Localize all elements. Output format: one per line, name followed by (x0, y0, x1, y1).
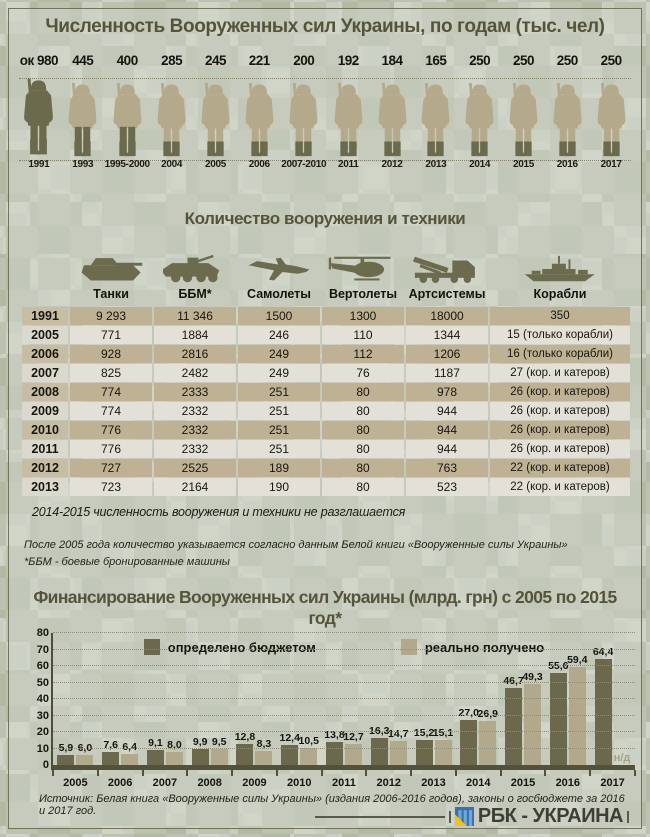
bar-received (432, 727, 454, 765)
personnel-figure (545, 73, 589, 157)
equipment-table (22, 307, 628, 497)
finance-x-label: 2013 (421, 777, 446, 789)
finance-x-label: 2007 (152, 777, 178, 789)
x-axis-line (53, 765, 635, 770)
personnel-item (326, 53, 370, 189)
table-row (22, 402, 630, 420)
row-value: 80 (322, 402, 404, 420)
personnel-item (150, 53, 194, 189)
soldier-icon (109, 82, 146, 157)
rbc-ukraine-icon (455, 807, 474, 826)
soldier-icon (330, 82, 367, 157)
finance-x-label: 2006 (107, 777, 133, 789)
finance-legend (53, 639, 635, 655)
finance-chart (23, 617, 639, 787)
y-tick-label: 40 (36, 693, 49, 705)
artillery-icon (413, 253, 481, 283)
row-value: 1300 (322, 307, 404, 325)
apc-icon (163, 254, 226, 283)
row-value: 776 (70, 440, 152, 458)
helicopter-icon (327, 254, 400, 283)
row-value: 727 (70, 459, 152, 477)
row-value: 251 (238, 440, 320, 458)
personnel-item (194, 53, 238, 189)
bar-value-label: 8,0 (167, 738, 182, 751)
row-value: 26 (кор. и катеров) (490, 402, 630, 420)
personnel-figure (370, 73, 414, 157)
soldier-icon (64, 82, 101, 157)
bar-value-label: 6,4 (122, 741, 137, 754)
legend-label-received: реально получено (424, 639, 545, 655)
personnel-year: 2006 (248, 159, 270, 170)
row-year: 1991 (22, 307, 68, 325)
personnel-item (589, 53, 633, 189)
bar-value-label: 5,9 (58, 742, 74, 755)
personnel-value: 250 (469, 53, 491, 68)
bar-value-label: 13,8 (324, 729, 345, 742)
finance-x-label: 2011 (332, 777, 356, 789)
personnel-value: 192 (337, 53, 359, 68)
bar-budget (369, 725, 390, 765)
finance-x-label: 2010 (286, 777, 312, 789)
row-value: 2816 (154, 345, 236, 363)
y-tick-label: 80 (36, 627, 49, 639)
equipment-icon-cell (406, 237, 488, 283)
bar-value-label: 15,1 (432, 727, 454, 740)
personnel-item (281, 53, 326, 189)
equipment-icon-cell (238, 237, 320, 283)
y-tick-label: 70 (36, 643, 49, 656)
finance-x-label: 2008 (197, 777, 222, 789)
bar-budget (324, 729, 345, 765)
table-row (22, 364, 630, 382)
footnote-bbm: *ББМ - боевые бронированные машины (24, 556, 230, 568)
table-row (22, 478, 630, 496)
personnel-item (61, 53, 105, 189)
finance-x-labels (53, 777, 635, 789)
bar-budget (548, 660, 569, 765)
soldier-icon (505, 82, 542, 157)
row-value: 523 (406, 478, 488, 496)
row-value: 246 (238, 326, 320, 344)
gridline (53, 682, 635, 683)
personnel-year: 2015 (512, 159, 534, 170)
soldier-icon (153, 82, 190, 157)
bar-budget (192, 735, 209, 765)
row-value: 763 (406, 459, 488, 477)
personnel-value: 245 (204, 53, 226, 68)
gridline (53, 632, 635, 633)
soldier-icon (461, 82, 498, 157)
personnel-value: 165 (425, 53, 447, 68)
row-value: 251 (238, 383, 320, 401)
bar-received (211, 736, 228, 765)
table-row (22, 421, 630, 439)
row-year: 2009 (22, 402, 68, 420)
logo-rule-cap-left (449, 811, 451, 823)
personnel-title: Численность Вооруженных сил Украины, по годам (тыс. чел) (45, 16, 605, 37)
equipment-icons-row (22, 237, 630, 283)
row-value: 76 (322, 364, 404, 382)
row-value: 251 (238, 402, 320, 420)
row-year: 2012 (22, 459, 68, 477)
table-row (22, 383, 630, 401)
finance-plot (36, 627, 635, 771)
bar-received (477, 707, 498, 765)
row-value: 26 (кор. и катеров) (490, 383, 630, 401)
bar-value-label: 59,4 (567, 654, 588, 666)
equipment-column-header: Самолеты (247, 287, 311, 301)
table-row (22, 440, 630, 458)
row-value: 2164 (154, 478, 236, 496)
bar-value-label: 12,7 (343, 731, 364, 744)
row-value: 2332 (154, 440, 236, 458)
bar-received (166, 738, 183, 765)
gridline (53, 649, 635, 650)
footnote-source: После 2005 года количество указывается согласно данным Белой книги «Вооруженные силы Украины» (24, 539, 568, 551)
soldier-icon (241, 82, 278, 157)
row-value: 249 (238, 364, 320, 382)
x-axis-tick (276, 770, 278, 776)
y-tick-label: 0 (42, 759, 49, 771)
row-year: 2006 (22, 345, 68, 363)
personnel-year: 1993 (72, 159, 94, 170)
personnel-figure (105, 73, 150, 157)
personnel-year: 2007-2010 (281, 159, 327, 170)
personnel-item (105, 53, 150, 189)
row-value: 825 (70, 364, 152, 382)
row-value: 1500 (238, 307, 320, 325)
equipment-icon-cell (70, 237, 152, 283)
bar-received (388, 727, 409, 765)
equipment-header-row (22, 287, 630, 301)
soldier-icon (417, 82, 454, 157)
bar-received (255, 738, 272, 765)
bar-value-label: 64,4 (592, 645, 614, 658)
personnel-value: 445 (72, 53, 94, 68)
jet-icon (247, 256, 311, 283)
bar-value-label: 27,0 (458, 707, 479, 720)
gridline (53, 731, 635, 732)
x-axis-tick (97, 770, 99, 776)
bar-value-label: 46,7 (503, 674, 524, 687)
equipment-section (22, 209, 628, 569)
x-axis-tick (410, 770, 412, 776)
x-axis-tick (186, 770, 188, 776)
equipment-title: Количество вооружения и техники (184, 209, 466, 228)
personnel-value: ок 980 (19, 53, 59, 68)
bar-value-label: 8,3 (256, 738, 272, 751)
y-tick-label: 30 (36, 709, 49, 722)
personnel-year: 1995-2000 (104, 159, 150, 170)
soldier-icon (549, 82, 586, 157)
equipment-icon-cell (490, 237, 630, 283)
source-note: Источник: Белая книга «Вооруженные силы Украины» (издания 2006-2016 годов), законы о госбюджете за 2016 и 2017 год. (39, 793, 625, 817)
x-axis-tick (52, 770, 54, 776)
row-year: 2010 (22, 421, 68, 439)
x-axis-tick (142, 770, 144, 776)
equipment-icon-cell (322, 237, 404, 283)
table-row (22, 307, 630, 325)
bar-value-label: 49,3 (522, 670, 543, 683)
bar-value-label: 6,0 (77, 742, 93, 755)
legend-swatch-received (401, 639, 417, 655)
row-value: 80 (322, 440, 404, 458)
row-value: 15 (только корабли) (490, 326, 630, 344)
row-value: 80 (322, 478, 404, 496)
personnel-year: 2011 (337, 159, 359, 170)
bar-value-label: 7,6 (103, 739, 118, 752)
bar-budget (57, 742, 74, 765)
bar-received (298, 734, 319, 765)
row-value: 251 (238, 421, 320, 439)
row-year: 2007 (22, 364, 68, 382)
gridline (53, 715, 635, 716)
table-row (22, 459, 630, 477)
row-value: 22 (кор. и катеров) (490, 478, 630, 496)
row-value: 80 (322, 421, 404, 439)
bar-value-label: 26,9 (477, 707, 498, 720)
row-year: 2011 (22, 440, 68, 458)
row-value: 350 (490, 307, 630, 325)
row-value: 189 (238, 459, 320, 477)
row-year: 2008 (22, 383, 68, 401)
soldier-icon (197, 82, 234, 157)
personnel-item (545, 53, 589, 189)
x-axis-tick (634, 770, 636, 776)
personnel-item (414, 53, 458, 189)
finance-title: Финансирование Вооруженных сил Украины (млрд. грн) с 2005 по 2015 год* (33, 587, 617, 628)
personnel-columns (17, 53, 633, 189)
personnel-year: 2004 (161, 159, 183, 170)
bar-value-label: 10,5 (298, 734, 319, 747)
equipment-column-header: ББМ* (178, 287, 212, 301)
bar-value-label: 16,3 (369, 725, 390, 738)
finance-x-label: 2017 (600, 777, 625, 789)
personnel-figure (150, 73, 194, 157)
row-value: 16 (только корабли) (490, 345, 630, 363)
row-value: 2332 (154, 402, 236, 420)
finance-x-label: 2012 (376, 777, 401, 789)
brand-name: РБК - УКРАИНА (477, 805, 623, 827)
row-value: 249 (238, 345, 320, 363)
table-row (22, 345, 630, 363)
personnel-year: 1991 (28, 159, 50, 170)
personnel-item (458, 53, 502, 189)
y-tick-label: 10 (36, 742, 49, 755)
row-value: 771 (70, 326, 152, 344)
personnel-year: 2016 (556, 159, 578, 170)
legend-item-budget (144, 639, 316, 655)
row-value: 112 (322, 345, 404, 363)
row-value: 1884 (154, 326, 236, 344)
bar-budget (458, 707, 479, 765)
soldier-icon (20, 76, 57, 157)
bar-value-label: 9,9 (192, 735, 208, 748)
finance-section (17, 587, 633, 830)
logo-rule-line (315, 816, 445, 818)
gridline (53, 665, 635, 666)
row-value: 944 (406, 421, 488, 439)
bar-value-label: 15,2 (413, 726, 435, 739)
personnel-figure (17, 73, 61, 157)
bar-value-label: 9,1 (148, 737, 163, 749)
personnel-figure (502, 73, 546, 157)
row-value: 774 (70, 383, 152, 401)
bar-value-label: 9,5 (211, 736, 227, 749)
row-year: 2013 (22, 478, 68, 496)
personnel-value: 285 (161, 53, 183, 68)
row-value: 80 (322, 459, 404, 477)
tank-icon (79, 256, 143, 283)
row-value: 944 (406, 402, 488, 420)
row-value: 26 (кор. и катеров) (490, 440, 630, 458)
personnel-pictograph (17, 53, 633, 189)
personnel-item (237, 53, 281, 189)
legend-label-budget: определено бюджетом (167, 639, 316, 655)
x-axis-tick (365, 770, 367, 776)
bar-received (121, 741, 138, 765)
bar-budget (413, 726, 435, 765)
row-value: 110 (322, 326, 404, 344)
soldier-icon (593, 82, 630, 157)
finance-x-label: 2014 (466, 777, 491, 789)
row-value: 978 (406, 383, 488, 401)
personnel-value: 184 (381, 53, 403, 68)
personnel-value: 200 (293, 53, 315, 68)
personnel-figure (326, 73, 370, 157)
personnel-figure (589, 73, 633, 157)
row-year: 2005 (22, 326, 68, 344)
infographic-frame (8, 8, 642, 829)
personnel-figure (194, 73, 238, 157)
personnel-year: 2012 (381, 159, 403, 170)
personnel-figure (281, 73, 326, 157)
row-value: 2482 (154, 364, 236, 382)
personnel-year: 2014 (469, 159, 491, 170)
personnel-year: 2017 (600, 159, 622, 170)
personnel-year: 2013 (425, 159, 447, 170)
equipment-icon-cell (154, 237, 236, 283)
x-axis-tick (455, 770, 457, 776)
bar-budget (592, 645, 614, 765)
row-value: 776 (70, 421, 152, 439)
row-value: 774 (70, 402, 152, 420)
equipment-header-spacer (22, 287, 68, 301)
personnel-figure (458, 73, 502, 157)
personnel-figure (237, 73, 281, 157)
bar-received (522, 670, 543, 765)
personnel-value: 250 (556, 53, 578, 68)
table-row (22, 326, 630, 344)
row-value: 11 346 (154, 307, 236, 325)
equipment-column-header: Артсистемы (408, 287, 486, 301)
row-value: 190 (238, 478, 320, 496)
gridline (53, 698, 635, 699)
finance-x-label: 2005 (63, 777, 88, 789)
finance-x-label: 2016 (555, 777, 581, 789)
row-value: 2332 (154, 421, 236, 439)
row-value: 2525 (154, 459, 236, 477)
finance-x-label: 2009 (242, 777, 267, 789)
legend-item-received (401, 639, 544, 655)
equipment-column-header: Вертолеты (328, 287, 398, 301)
bar-received (76, 742, 93, 765)
personnel-item (370, 53, 414, 189)
row-value: 944 (406, 440, 488, 458)
row-value: 1206 (406, 345, 488, 363)
x-axis-tick (500, 770, 502, 776)
gridline (53, 748, 635, 749)
row-value: 26 (кор. и катеров) (490, 421, 630, 439)
y-tick-label: 20 (36, 726, 49, 738)
equipment-column-header: Корабли (533, 287, 587, 301)
equipment-column-header: Танки (93, 287, 129, 301)
bar-value-label: 55,6 (548, 660, 569, 673)
ship-icon (523, 255, 597, 283)
brand-logo (315, 805, 629, 828)
note-undisclosed: 2014-2015 численность вооружения и техники не разглашается (32, 505, 406, 519)
personnel-figure (414, 73, 458, 157)
row-value: 18000 (406, 307, 488, 325)
legend-swatch-budget (144, 639, 160, 655)
x-axis-tick (321, 770, 323, 776)
personnel-item (502, 53, 546, 189)
bar-value-label: 12,8 (234, 730, 256, 743)
row-value: 22 (кор. и катеров) (490, 459, 630, 477)
bar-budget (147, 737, 164, 765)
personnel-value: 221 (248, 53, 270, 68)
row-value: 1344 (406, 326, 488, 344)
equipment-icons-spacer (22, 237, 68, 283)
personnel-year: 2005 (204, 159, 226, 170)
soldier-icon (374, 82, 411, 157)
personnel-figure (61, 73, 105, 157)
finance-x-label: 2015 (510, 777, 536, 789)
row-value: 27 (кор. и катеров) (490, 364, 630, 382)
row-value: 723 (70, 478, 152, 496)
y-tick-label: 60 (36, 660, 49, 672)
personnel-value: 250 (600, 53, 622, 68)
bar-value-label: 12,4 (279, 731, 300, 744)
bar-value-label: 14,7 (388, 727, 409, 740)
x-axis-tick (589, 770, 591, 776)
row-value: 9 293 (70, 307, 152, 325)
personnel-item (17, 53, 61, 189)
x-axis-tick (544, 770, 546, 776)
bar-budget (102, 739, 119, 765)
y-tick-label: 50 (36, 676, 49, 689)
row-value: 928 (70, 345, 152, 363)
bar-budget (503, 674, 524, 765)
row-value: 80 (322, 383, 404, 401)
row-value: 2333 (154, 383, 236, 401)
personnel-value: 400 (116, 53, 138, 68)
personnel-value: 250 (512, 53, 534, 68)
soldier-icon (285, 82, 322, 157)
row-value: 1187 (406, 364, 488, 382)
logo-rule-cap-right (627, 811, 629, 823)
bar-value-label: н/д (613, 752, 631, 764)
x-axis-tick (231, 770, 233, 776)
